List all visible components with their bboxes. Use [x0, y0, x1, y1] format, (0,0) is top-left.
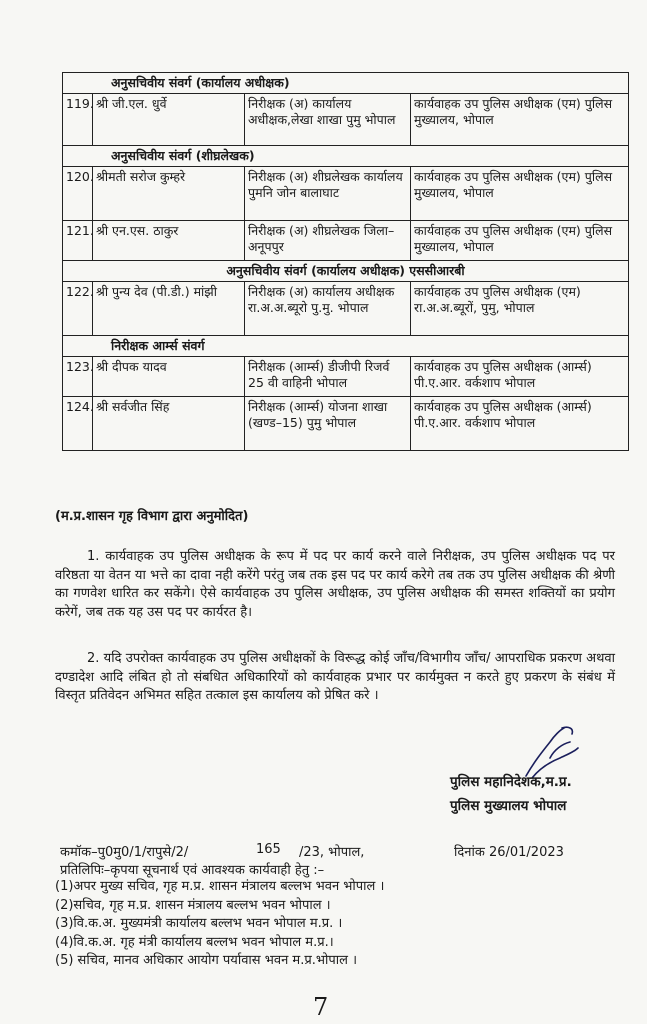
section-heading-row — [63, 261, 629, 282]
copy-to-list — [55, 878, 384, 971]
serial-number: 120. — [63, 167, 93, 221]
current-posting: निरीक्षक (आर्म्स) योजना शाखा (खण्ड–15) पुमु भोपाल — [245, 397, 411, 451]
officer-name: श्रीमती सरोज कुम्हरे — [93, 167, 245, 221]
page-number: 7 — [313, 993, 329, 1021]
list-item: (3)वि.क.अ. मुख्यमंत्री कार्यालय बल्लभ भवन भोपाल म.प्र. । — [55, 916, 343, 932]
table-row — [63, 282, 629, 336]
signatory-office: पुलिस मुख्यालय भोपाल — [450, 798, 567, 814]
list-item: (2)सचिव, गृह म.प्र. शासन मंत्रालय बल्लभ भवन भोपाल । — [55, 897, 331, 913]
officer-name: श्री एन.एस. ठाकुर — [93, 221, 245, 261]
serial-number: 119. — [63, 94, 93, 146]
serial-number: 124. — [63, 397, 93, 451]
new-posting: कार्यवाहक उप पुलिस अधीक्षक (एम) रा.अ.अ.ब्यूरों, पुमु, भोपाल — [411, 282, 629, 336]
new-posting: कार्यवाहक उप पुलिस अधीक्षक (एम) पुलिस मुख्यालय, भोपाल — [411, 94, 629, 146]
table-row — [63, 94, 629, 146]
reference-prefix: कमॉक–पु0मु0/1/रापुसे/2/ — [60, 845, 189, 860]
list-item: (5) सचिव, मानव अधिकार आयोग पर्यावास भवन म.प्र.भोपाल । — [55, 953, 357, 969]
serial-number: 122. — [63, 282, 93, 336]
reference-number: 165 — [256, 842, 281, 857]
new-posting: कार्यवाहक उप पुलिस अधीक्षक (एम) पुलिस मुख्यालय, भोपाल — [411, 167, 629, 221]
current-posting: निरीक्षक (अ) शीघ्रलेखक जिला–अनूपपुर — [245, 221, 411, 261]
officer-name: श्री जी.एल. धुर्वे — [93, 94, 245, 146]
section-heading-row — [63, 336, 629, 357]
current-posting: निरीक्षक (अ) कार्यालय अधीक्षक,लेखा शाखा पुमु भोपाल — [245, 94, 411, 146]
current-posting: निरीक्षक (आर्म्स) डीजीपी रिजर्व 25 वी वाहिनी भोपाल — [245, 357, 411, 397]
signatory-title: पुलिस महानिदेशक,म.प्र. — [450, 774, 572, 790]
new-posting: कार्यवाहक उप पुलिस अधीक्षक (एम) पुलिस मुख्यालय, भोपाल — [411, 221, 629, 261]
current-posting: निरीक्षक (अ) शीघ्रलेखक कार्यालय पुमनि जोन बालाघाट — [245, 167, 411, 221]
officer-name: श्री पुन्य देव (पी.डी.) मांझी — [93, 282, 245, 336]
reference-date: दिनांक 26/01/2023 — [454, 845, 564, 860]
new-posting: कार्यवाहक उप पुलिस अधीक्षक (आर्म्स) पी.ए.आर. वर्कशाप भोपाल — [411, 397, 629, 451]
paragraph-1: 1. कार्यवाहक उप पुलिस अधीक्षक के रूप में पद पर कार्य करने वाले निरीक्षक, उप पुलिस अधीक्षक पद पर वरिष्ठता या वेतन या भत्ते का दावा नही करेंगे परंतु जब तक इस पद पर कार्य करेगे तब तक उप पुलिस अधीक्षक की श्रेणी का गणवेश धारित कर सकेंगे। ऐसे कार्यवाहक उप पुलिस अधीक्षक, उप पुलिस अधीक्षक की समस्त शक्तियों का प्रयोग करेगें, जब तक यह उस पद पर कार्यरत है। — [55, 549, 615, 620]
new-posting: कार्यवाहक उप पुलिस अधीक्षक (आर्म्स) पी.ए.आर. वर्कशाप भोपाल — [411, 357, 629, 397]
officer-name: श्री दीपक यादव — [93, 357, 245, 397]
list-item: (4)वि.क.अ. गृह मंत्री कार्यालय बल्लभ भवन भोपाल म.प्र.। — [55, 934, 334, 950]
serial-number: 121. — [63, 221, 93, 261]
approval-note: (म.प्र.शासन गृह विभाग द्वारा अनुमोदित) — [55, 509, 249, 524]
paragraph-2: 2. यदि उपरोक्त कार्यवाहक उप पुलिस अधीक्षकों के विरूद्ध कोई जाँच/विभागीय जाँच/ आपराधिक प्रकरण अथवा दण्डादेश आदि लंबित हो तो संबधित अधिकारियों को कार्यवाहक प्रभार पर कार्यमुक्त न करते हुए प्रकरण के संबंध में विस्तृत प्रतिवेदन अभिमत सहित तत्काल इस कार्यालय को प्रेषित करे । — [55, 651, 615, 703]
section-heading: अनुसचिवीय संवर्ग (कार्यालय अधीक्षक) — [63, 73, 629, 94]
reference-suffix: /23, भोपाल, — [299, 845, 365, 860]
copy-to-heading: प्रतिलिपिः–कृपया सूचनार्थ एवं आवश्यक कार्यवाही हेतु :– — [60, 863, 325, 878]
table-row — [63, 357, 629, 397]
section-heading: निरीक्षक आर्म्स संवर्ग — [63, 336, 629, 357]
list-item: (1)अपर मुख्य सचिव, गृह म.प्र. शासन मंत्रालय बल्लभ भवन भोपाल । — [55, 879, 385, 894]
section-heading: अनुसचिवीय संवर्ग (कार्यालय अधीक्षक) एससीआरबी — [63, 261, 629, 282]
section-heading-row — [63, 73, 629, 94]
officer-name: श्री सर्वजीत सिंह — [93, 397, 245, 451]
current-posting: निरीक्षक (अ) कार्यालय अधीक्षक रा.अ.अ.ब्यूरो पु.मु. भोपाल — [245, 282, 411, 336]
table-row — [63, 167, 629, 221]
transfer-table — [62, 72, 629, 451]
serial-number: 123. — [63, 357, 93, 397]
table-row — [63, 221, 629, 261]
section-heading: अनुसचिवीय संवर्ग (शीघ्रलेखक) — [63, 146, 629, 167]
section-heading-row — [63, 146, 629, 167]
table-row — [63, 397, 629, 451]
